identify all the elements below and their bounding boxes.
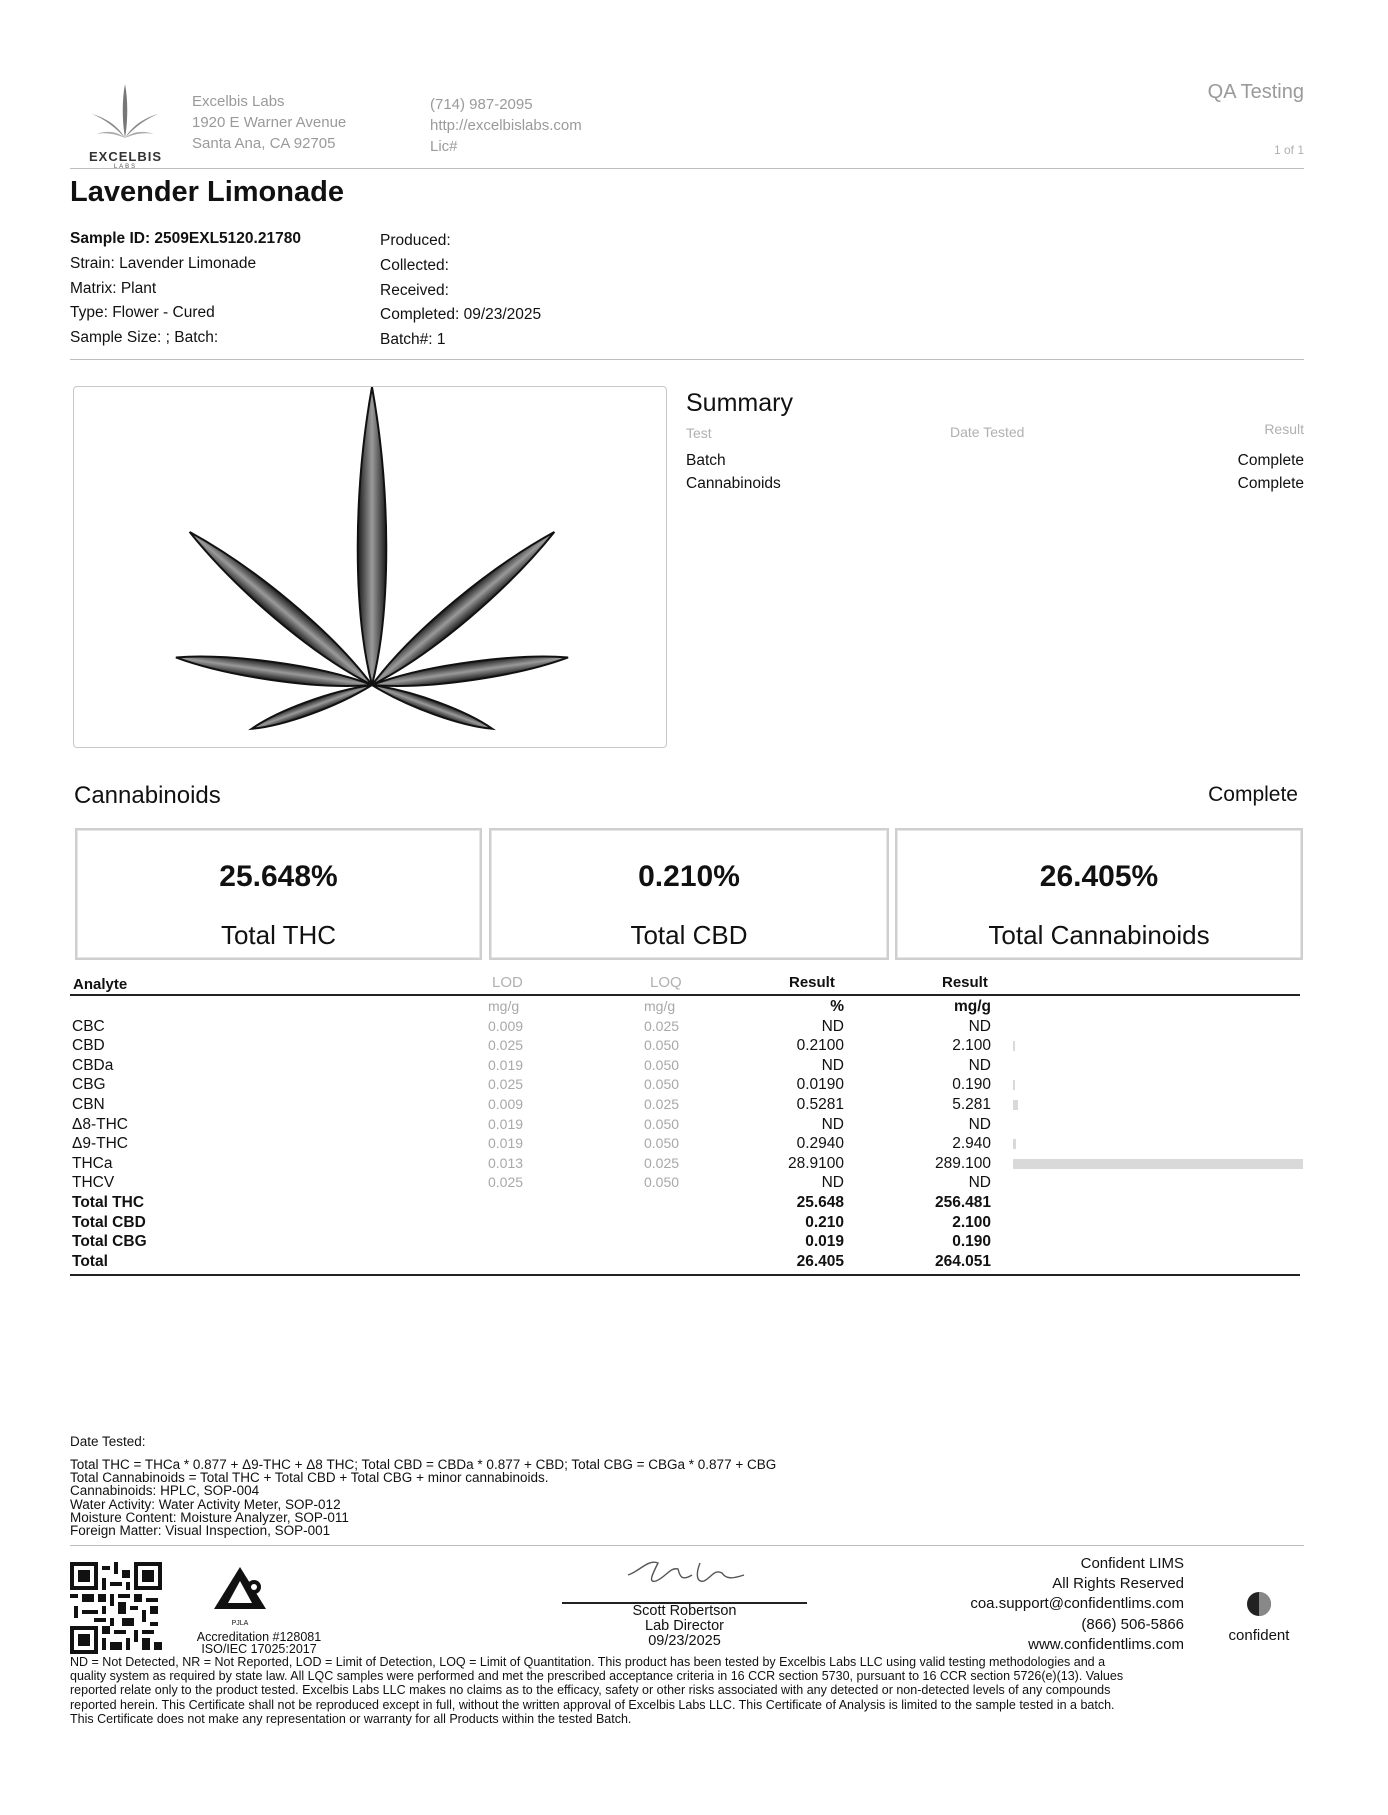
result-pct-cell: 25.648 (796, 1193, 844, 1211)
summary-row (686, 472, 1304, 495)
table-row (70, 1056, 1321, 1076)
total-cbd-box (489, 828, 889, 960)
result-bar (1013, 1139, 1016, 1149)
result-pct-cell: 0.2100 (796, 1037, 844, 1055)
page-number: 1 of 1 (1273, 143, 1304, 157)
analyte-cell: Δ8-THC (72, 1115, 128, 1133)
result-bar-cell (991, 1252, 1321, 1272)
lab-url[interactable]: http://excelbislabs.com (430, 117, 582, 134)
pct-unit: % (830, 998, 844, 1015)
result-bar-cell (991, 1036, 1321, 1056)
lims-rights: All Rights Reserved (1052, 1575, 1184, 1593)
qr-code[interactable] (70, 1562, 162, 1654)
lab-address-block (192, 91, 346, 154)
lod-cell (488, 1232, 644, 1252)
summary-col-result: Result (1264, 421, 1304, 437)
loq-cell (644, 1213, 756, 1233)
results-table (70, 997, 1321, 1271)
analyte-cell: CBDa (72, 1056, 114, 1074)
result-mg-cell: ND (968, 1115, 991, 1133)
col-result-mg-header: Result (942, 974, 988, 991)
confident-logo (1214, 1588, 1304, 1644)
method-note: Moisture Content: Moisture Analyzer, SOP-011 (70, 1509, 349, 1525)
summary-result: Complete (1237, 475, 1304, 492)
result-mg-cell: ND (968, 1174, 991, 1192)
product-title: Lavender Limonade (70, 176, 344, 208)
loq-cell: 0.050 (644, 1174, 680, 1191)
summary-col-date: Date Tested (950, 424, 1025, 440)
logo-word: EXCELBIS (88, 149, 162, 164)
method-notes (70, 1458, 776, 1537)
table-bottom-rule (70, 1274, 1300, 1276)
col-lod-header: LOD (492, 974, 523, 991)
total-cannabinoids-label: Total Cannabinoids (988, 920, 1210, 950)
analyte-cell: CBC (72, 1017, 105, 1035)
result-bar-cell (991, 1134, 1321, 1154)
table-row (70, 1134, 1321, 1154)
summary-result: Complete (1237, 452, 1304, 469)
loq-cell: 0.050 (644, 1135, 680, 1152)
summary-rows (686, 449, 1304, 495)
result-pct-cell: ND (821, 1174, 844, 1192)
lod-cell (488, 1252, 644, 1272)
disclaimer-line: quality system as required by state law. All LQC samples were performed and met the prescribed acceptance criteria in 16 CCR section 5730, pursuant to 16 CCR section 5726(e)(13). Values (70, 1669, 1124, 1684)
lims-name: Confident LIMS (1080, 1555, 1184, 1572)
sample-info-value: 09/23/2025 (463, 306, 542, 324)
sample-info-label: Produced: (380, 232, 451, 249)
disclaimer (70, 1655, 1320, 1726)
qr-code-icon (70, 1562, 162, 1654)
sample-info-value: ; Batch: (165, 329, 219, 347)
lims-phone: (866) 506-5866 (1081, 1615, 1184, 1633)
method-note: Water Activity: Water Activity Meter, SOP-012 (70, 1496, 341, 1512)
loq-cell: 0.050 (644, 1056, 680, 1073)
lab-logo (78, 80, 173, 172)
result-bar-cell (991, 1017, 1321, 1037)
lims-block (970, 1554, 1184, 1655)
loq-cell (644, 1232, 756, 1252)
lod-cell: 0.013 (488, 1154, 524, 1171)
sample-info-row (380, 229, 541, 254)
sample-info-row (380, 279, 541, 304)
lod-cell (488, 1213, 644, 1233)
sample-info-value: Plant (120, 279, 157, 297)
result-bar (1013, 1159, 1303, 1169)
units-row (70, 997, 1321, 1017)
total-cbd-label: Total CBD (630, 920, 748, 950)
disclaimer-line: reported relate only to the product tested. Excelbis Labs LLC makes no claims as to the efficacy, safety or other risks associated with any detected or non-detected levels of any compounds (70, 1683, 1111, 1698)
table-header-rule (70, 994, 1300, 996)
result-bar-cell (991, 1232, 1321, 1252)
cannabis-leaf-icon (74, 387, 666, 747)
result-bar-cell (991, 1193, 1321, 1213)
result-pct-cell: 0.019 (805, 1233, 844, 1251)
analyte-cell: THCa (72, 1154, 113, 1172)
confident-brand: confident (1228, 1627, 1290, 1644)
summary-col-test: Test (686, 425, 712, 441)
sample-info-value: 1 (436, 331, 446, 349)
summary-row (686, 449, 1304, 472)
result-bar-cell (991, 1115, 1321, 1135)
result-bar-cell (991, 1075, 1321, 1095)
total-cbd-value: 0.210% (638, 860, 740, 893)
lod-unit: mg/g (488, 998, 520, 1014)
sample-info-label: Type: (70, 304, 113, 322)
sample-info-row (70, 252, 301, 277)
sample-image-frame (73, 386, 667, 748)
lod-cell: 0.019 (488, 1135, 524, 1152)
sample-info-label: Received: (380, 281, 449, 299)
analyte-cell: CBN (72, 1095, 105, 1113)
sample-info-row (380, 303, 541, 328)
sample-info-label: Sample ID: (70, 230, 155, 247)
total-thc-label: Total THC (220, 920, 337, 950)
total-thc-value: 25.648% (219, 860, 338, 893)
result-bar (1013, 1100, 1018, 1110)
table-row (70, 1075, 1321, 1095)
analyte-cell: Total (72, 1252, 108, 1270)
method-note: Foreign Matter: Visual Inspection, SOP-001 (70, 1523, 331, 1539)
result-pct-cell: 0.2940 (796, 1135, 844, 1153)
sample-info-row (70, 277, 301, 302)
summary-test: Cannabinoids (686, 475, 781, 492)
result-pct-cell: ND (821, 1115, 844, 1133)
accreditation-badge-text: PJLA (231, 1620, 249, 1627)
logo-sub: LABS (113, 164, 138, 170)
loq-cell (644, 1193, 756, 1213)
signer-date: 09/23/2025 (648, 1633, 721, 1649)
result-mg-cell: 0.190 (952, 1076, 991, 1094)
footer-divider (70, 1545, 1304, 1546)
result-bar-cell (991, 1213, 1321, 1233)
analyte-cell: Total CBD (72, 1213, 146, 1231)
signature-block (562, 1604, 807, 1649)
sample-info-row (380, 254, 541, 279)
table-row (70, 1115, 1321, 1135)
cannabinoids-status: Complete (1208, 783, 1298, 806)
result-mg-cell: 2.940 (952, 1135, 991, 1153)
loq-unit: mg/g (644, 998, 676, 1014)
sample-info-row (380, 328, 541, 353)
lab-license: Lic# (430, 138, 458, 155)
result-bar (1013, 1041, 1015, 1051)
result-bar (1013, 1080, 1015, 1090)
sample-info-label: Batch#: (380, 331, 437, 349)
sample-info-label: Sample Size: (70, 329, 166, 347)
date-tested-label: Date Tested: (70, 1434, 146, 1449)
result-pct-cell: ND (821, 1017, 844, 1035)
table-row (70, 1193, 1321, 1213)
disclaimer-line: ND = Not Detected, NR = Not Reported, LOD = Limit of Detection, LOQ = Limit of Quantitation. This product has been tested by Excelbis Labs LLC using valid testing methodologies and a (70, 1655, 1106, 1669)
accreditation-text (184, 1631, 334, 1655)
result-mg-cell: 2.100 (952, 1213, 991, 1231)
lod-cell: 0.025 (488, 1037, 524, 1054)
table-row (70, 1213, 1321, 1233)
lod-cell: 0.009 (488, 1017, 524, 1034)
sample-info-value: Flower - Cured (112, 304, 215, 322)
leaf-logo-icon (78, 80, 173, 142)
lims-email[interactable]: coa.support@confidentlims.com (970, 1595, 1184, 1613)
accreditation-number: Accreditation #128081 (196, 1630, 322, 1644)
info-divider (70, 359, 1304, 360)
col-result-pct-header: Result (789, 974, 835, 991)
analyte-cell: Total THC (72, 1193, 145, 1211)
lab-phone: (714) 987-2095 (430, 96, 533, 113)
result-pct-cell: 0.5281 (796, 1095, 844, 1113)
loq-cell (644, 1252, 756, 1272)
loq-cell: 0.050 (644, 1037, 680, 1054)
result-bar-cell (991, 1154, 1321, 1174)
lod-cell: 0.025 (488, 1076, 524, 1093)
lod-cell: 0.025 (488, 1174, 524, 1191)
lab-contact-block (430, 94, 582, 157)
col-analyte-header: Analyte (73, 976, 128, 993)
confident-logo-icon (1243, 1588, 1275, 1620)
table-row (70, 1232, 1321, 1252)
accreditation-badge (210, 1563, 282, 1627)
disclaimer-line: reported herein. This Certificate shall not be reproduced except in full, without the written approval of Excelbis Labs LLC. This Certificate of Analysis is limited to the sample tested in a batch. (70, 1697, 1115, 1712)
result-pct-cell: 0.210 (805, 1213, 844, 1231)
lab-address-1: 1920 E Warner Avenue (192, 114, 347, 131)
result-mg-cell: 5.281 (952, 1095, 991, 1113)
sample-info-row (70, 301, 301, 326)
table-row (70, 1252, 1321, 1272)
analyte-cell: Total CBG (72, 1233, 147, 1251)
total-thc-box (75, 828, 482, 960)
table-row (70, 1095, 1321, 1115)
result-pct-cell: ND (821, 1056, 844, 1074)
sample-info-label: Strain: (70, 254, 120, 272)
table-row (70, 1154, 1321, 1174)
doc-type: QA Testing (1207, 81, 1304, 103)
result-pct-cell: 26.405 (796, 1252, 844, 1270)
result-mg-cell: ND (968, 1017, 991, 1035)
sample-info-left (70, 227, 301, 351)
lod-cell: 0.009 (488, 1095, 524, 1112)
lod-cell: 0.019 (488, 1056, 524, 1073)
loq-cell: 0.025 (644, 1017, 680, 1034)
result-mg-cell: ND (968, 1056, 991, 1074)
result-bar-cell (991, 1173, 1321, 1193)
method-note: Total Cannabinoids = Total THC + Total CBD + Total CBG + minor cannabinoids. (70, 1470, 549, 1486)
sample-info-label: Completed: (380, 306, 464, 324)
lims-website[interactable]: www.confidentlims.com (1028, 1635, 1184, 1653)
signature-image (622, 1553, 752, 1593)
sample-info-label: Matrix: (70, 279, 121, 297)
result-mg-cell: 0.190 (952, 1233, 991, 1251)
accreditation-standard: ISO/IEC 17025:2017 (201, 1642, 317, 1656)
sample-info-right (380, 229, 541, 353)
header-divider (70, 168, 1304, 169)
summary-test: Batch (686, 452, 726, 469)
loq-cell: 0.025 (644, 1154, 680, 1171)
loq-cell: 0.050 (644, 1076, 680, 1093)
loq-cell: 0.050 (644, 1115, 680, 1132)
result-pct-cell: 28.9100 (787, 1154, 844, 1172)
disclaimer-line: This Certificate does not make any representation or warranty for all Products within the tested Batch. (70, 1711, 632, 1726)
analyte-cell: THCV (72, 1174, 115, 1192)
sample-info-value: 2509EXL5120.21780 (154, 230, 301, 247)
result-pct-cell: 0.0190 (796, 1076, 844, 1094)
lab-name: Excelbis Labs (192, 93, 285, 110)
lod-cell (488, 1193, 644, 1213)
sample-info-value: Lavender Limonade (119, 254, 257, 272)
lod-cell: 0.019 (488, 1115, 524, 1132)
result-mg-cell: 256.481 (934, 1193, 991, 1211)
method-note: Total THC = THCa * 0.877 + Δ9-THC + Δ8 THC; Total CBD = CBDa * 0.877 + CBD; Total CBG = CBGa * 0.877 + CBG (70, 1457, 777, 1472)
result-mg-cell: 264.051 (934, 1252, 991, 1270)
table-row (70, 1173, 1321, 1193)
summary-title: Summary (686, 389, 793, 417)
mg-unit: mg/g (953, 998, 991, 1015)
analyte-cell: CBD (72, 1037, 105, 1055)
col-loq-header: LOQ (650, 974, 682, 991)
sample-info-row (70, 326, 301, 351)
analyte-cell: Δ9-THC (72, 1135, 128, 1153)
loq-cell: 0.025 (644, 1095, 680, 1112)
total-cannabinoids-value: 26.405% (1039, 860, 1159, 893)
cannabinoids-title: Cannabinoids (74, 782, 221, 809)
method-note: Cannabinoids: HPLC, SOP-004 (70, 1483, 260, 1499)
table-row (70, 1036, 1321, 1056)
table-row (70, 1017, 1321, 1037)
pjla-logo-icon (210, 1563, 282, 1619)
signer-title: Lab Director (645, 1618, 724, 1634)
result-bar-cell (991, 1056, 1321, 1076)
analyte-cell: CBG (72, 1076, 106, 1094)
result-mg-cell: 289.100 (934, 1154, 991, 1172)
sample-info-label: Collected: (380, 256, 449, 274)
result-mg-cell: 2.100 (952, 1037, 991, 1055)
sample-info-row (70, 227, 301, 252)
result-bar-cell (991, 1095, 1321, 1115)
signature-icon (622, 1553, 752, 1593)
lab-address-2: Santa Ana, CA 92705 (192, 135, 336, 152)
total-cannabinoids-box (895, 828, 1303, 960)
signer-name: Scott Robertson (632, 1603, 737, 1619)
